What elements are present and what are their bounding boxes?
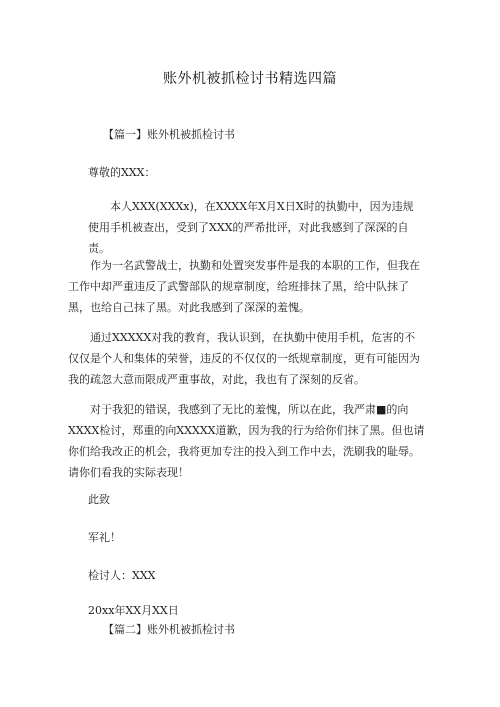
salutation: 尊敬的XXX：	[88, 166, 156, 179]
closing: 此致	[88, 493, 110, 506]
paragraph-2: 作为一名武警战士，执勤和处置突发事件是我的本职的工作，但我在工作中却严重违反了武警部队的规章制度，给班排抹了黑，给中队抹了黑，也给自己抹了黑。对此我感到了深深的羞愧。	[68, 259, 420, 314]
section-heading-2: 【篇二】账外机被抓检讨书	[103, 623, 235, 636]
paragraph-4: 对于我犯的错误，我感到了无比的羞愧，所以在此，我严肃■的向XXXX检讨，郑重的向XXXXX道歉，因为我的行为给你们抹了黑。但也请你们给我改正的机会，我将更加专注的投入到工作中去，洗刷我的耻辱。请你们看我的实际表现！	[68, 403, 425, 479]
document-title: 账外机被抓检讨书精选四篇	[163, 71, 337, 87]
paragraph-1: 本人XXX(XXXx)，在XXXX年X月X日X时的执勤中，因为违规使用手机被查出，受到了XXX的严希批评，对此我感到了深深的自责。	[88, 200, 414, 255]
signer: 检讨人：XXX	[88, 569, 156, 582]
section-heading-1: 【篇一】账外机被抓检讨书	[103, 128, 235, 141]
paragraph-3: 通过XXXXX对我的教育，我认识到，在执勤中使用手机，危害的不仅仅是个人和集体的荣誉，违反的不仅仅的一纸规章制度，更有可能因为我的疏忽大意而限成严重事故，对此，我也有了深刻的反省。	[68, 331, 420, 386]
salute: 军礼！	[88, 531, 121, 544]
date: 20xx年XX月XX日	[88, 604, 179, 617]
